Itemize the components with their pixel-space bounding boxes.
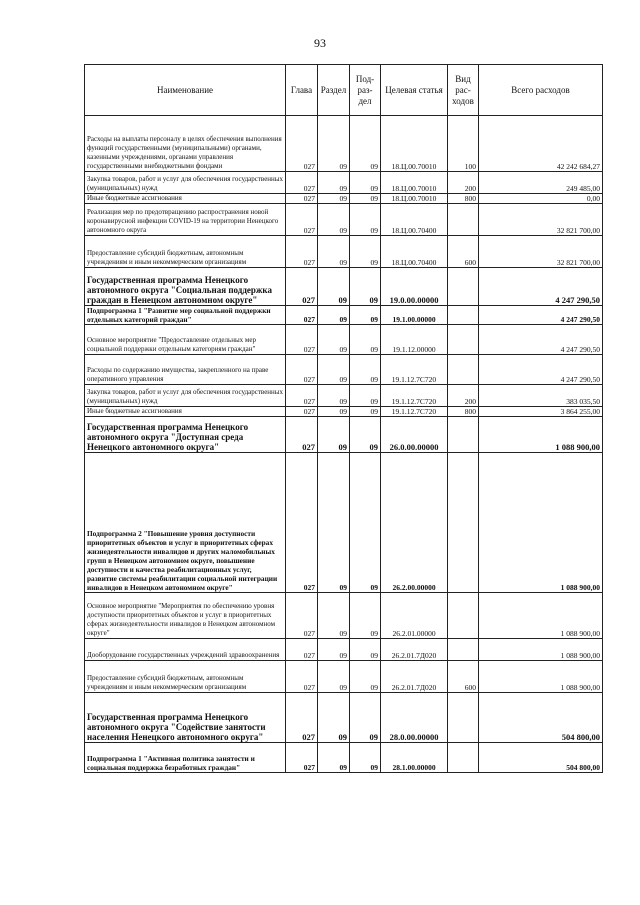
row-target: 19.1.00.00000 bbox=[381, 306, 448, 325]
table-row bbox=[85, 385, 603, 407]
row-target: 26.2.00.00000 bbox=[381, 453, 448, 593]
row-expense-type: 600 bbox=[448, 236, 479, 268]
row-expense-type: 800 bbox=[448, 194, 479, 204]
row-name: Расходы по содержанию имущества, закрепленного на праве оперативного управления bbox=[85, 355, 286, 385]
row-target: 26.2.01.7Д020 bbox=[381, 661, 448, 693]
row-chapter: 027 bbox=[286, 194, 318, 204]
table-row bbox=[85, 306, 603, 325]
row-section: 09 bbox=[318, 453, 350, 593]
row-section: 09 bbox=[318, 194, 350, 204]
table-header-row bbox=[85, 65, 603, 116]
row-chapter: 027 bbox=[286, 661, 318, 693]
row-subsection: 09 bbox=[350, 417, 381, 453]
row-name: Иные бюджетные ассигнования bbox=[85, 407, 286, 417]
row-total: 1 088 900,00 bbox=[479, 417, 603, 453]
row-name: Подпрограмма 1 "Активная политика занятости и социальная поддержка безработных граждан" bbox=[85, 743, 286, 773]
page-number: 93 bbox=[314, 36, 326, 50]
row-target: 26.2.01.7Д020 bbox=[381, 639, 448, 661]
row-section: 09 bbox=[318, 693, 350, 743]
row-name: Государственная программа Ненецкого автономного округа "Социальная поддержка граждан в Ненецком автономном округе" bbox=[85, 268, 286, 306]
row-total: 504 800,00 bbox=[479, 743, 603, 773]
row-chapter: 027 bbox=[286, 407, 318, 417]
row-target: 28.1.00.00000 bbox=[381, 743, 448, 773]
row-chapter: 027 bbox=[286, 385, 318, 407]
row-total: 4 247 290,50 bbox=[479, 325, 603, 355]
table-row bbox=[85, 325, 603, 355]
table-row bbox=[85, 268, 603, 306]
row-target: 19.1.12.7С720 bbox=[381, 407, 448, 417]
row-chapter: 027 bbox=[286, 325, 318, 355]
row-subsection: 09 bbox=[350, 385, 381, 407]
row-subsection: 09 bbox=[350, 172, 381, 194]
row-section: 09 bbox=[318, 593, 350, 639]
row-expense-type: 100 bbox=[448, 116, 479, 172]
row-total: 383 035,50 bbox=[479, 385, 603, 407]
header-total: Всего расходов bbox=[479, 65, 603, 116]
header-chapter: Глава bbox=[286, 65, 318, 116]
row-chapter: 027 bbox=[286, 639, 318, 661]
table-row bbox=[85, 194, 603, 204]
row-subsection: 09 bbox=[350, 453, 381, 593]
row-expense-type: 200 bbox=[448, 385, 479, 407]
row-chapter: 027 bbox=[286, 236, 318, 268]
row-chapter: 027 bbox=[286, 306, 318, 325]
row-expense-type bbox=[448, 325, 479, 355]
row-name: Закупка товаров, работ и услуг для обеспечения государственных (муниципальных) нужд bbox=[85, 385, 286, 407]
table-row bbox=[85, 639, 603, 661]
row-subsection: 09 bbox=[350, 268, 381, 306]
row-target: 18.Ц.00.70010 bbox=[381, 116, 448, 172]
row-section: 09 bbox=[318, 355, 350, 385]
table-row bbox=[85, 116, 603, 172]
row-expense-type bbox=[448, 204, 479, 236]
row-chapter: 027 bbox=[286, 453, 318, 593]
row-section: 09 bbox=[318, 204, 350, 236]
row-section: 09 bbox=[318, 743, 350, 773]
row-subsection: 09 bbox=[350, 593, 381, 639]
table-body bbox=[85, 116, 603, 773]
header-name: Наименование bbox=[85, 65, 286, 116]
row-section: 09 bbox=[318, 268, 350, 306]
table-row bbox=[85, 236, 603, 268]
row-section: 09 bbox=[318, 417, 350, 453]
row-subsection: 09 bbox=[350, 407, 381, 417]
row-expense-type bbox=[448, 268, 479, 306]
table-row bbox=[85, 693, 603, 743]
row-chapter: 027 bbox=[286, 593, 318, 639]
header-section: Раздел bbox=[318, 65, 350, 116]
row-expense-type: 200 bbox=[448, 172, 479, 194]
budget-table bbox=[84, 64, 603, 773]
row-chapter: 027 bbox=[286, 172, 318, 194]
row-section: 09 bbox=[318, 407, 350, 417]
row-name: Основное мероприятие "Предоставление отдельных мер социальной поддержки отдельным категориям граждан" bbox=[85, 325, 286, 355]
row-expense-type bbox=[448, 593, 479, 639]
row-subsection: 09 bbox=[350, 306, 381, 325]
row-expense-type: 800 bbox=[448, 407, 479, 417]
row-total: 4 247 290,50 bbox=[479, 355, 603, 385]
row-chapter: 027 bbox=[286, 204, 318, 236]
header-target: Целевая статья bbox=[381, 65, 448, 116]
row-total: 32 821 700,00 bbox=[479, 236, 603, 268]
row-subsection: 09 bbox=[350, 355, 381, 385]
row-name: Дооборудование государственных учреждений здравоохранения bbox=[85, 639, 286, 661]
row-section: 09 bbox=[318, 385, 350, 407]
table-row bbox=[85, 172, 603, 194]
row-chapter: 027 bbox=[286, 743, 318, 773]
row-name: Иные бюджетные ассигнования bbox=[85, 194, 286, 204]
row-name: Основное мероприятие "Мероприятия по обеспечению уровня доступности приоритетных объектов и услуг в приоритетных сферах жизнедеятельности инвалидов в Ненецком автономном округе" bbox=[85, 593, 286, 639]
row-expense-type bbox=[448, 306, 479, 325]
row-subsection: 09 bbox=[350, 236, 381, 268]
row-subsection: 09 bbox=[350, 204, 381, 236]
row-section: 09 bbox=[318, 639, 350, 661]
row-expense-type bbox=[448, 743, 479, 773]
table-row bbox=[85, 417, 603, 453]
row-target: 19.0.00.00000 bbox=[381, 268, 448, 306]
row-total: 32 821 700,00 bbox=[479, 204, 603, 236]
table-row bbox=[85, 355, 603, 385]
row-total: 1 088 900,00 bbox=[479, 639, 603, 661]
row-section: 09 bbox=[318, 325, 350, 355]
table-row bbox=[85, 407, 603, 417]
row-section: 09 bbox=[318, 661, 350, 693]
row-expense-type bbox=[448, 693, 479, 743]
row-chapter: 027 bbox=[286, 268, 318, 306]
row-chapter: 027 bbox=[286, 116, 318, 172]
row-total: 249 485,00 bbox=[479, 172, 603, 194]
header-expense-type: Вид рас-ходов bbox=[448, 65, 479, 116]
row-target: 26.2.01.00000 bbox=[381, 593, 448, 639]
row-chapter: 027 bbox=[286, 417, 318, 453]
row-section: 09 bbox=[318, 236, 350, 268]
header-subsection: Под-раз-дел bbox=[350, 65, 381, 116]
row-total: 504 800,00 bbox=[479, 693, 603, 743]
row-subsection: 09 bbox=[350, 661, 381, 693]
row-total: 4 247 290,50 bbox=[479, 306, 603, 325]
table-row bbox=[85, 204, 603, 236]
row-name: Закупка товаров, работ и услуг для обеспечения государственных (муниципальных) нужд bbox=[85, 172, 286, 194]
row-section: 09 bbox=[318, 116, 350, 172]
row-total: 42 242 684,27 bbox=[479, 116, 603, 172]
row-target: 18.Ц.00.70400 bbox=[381, 236, 448, 268]
row-expense-type bbox=[448, 453, 479, 593]
row-subsection: 09 bbox=[350, 639, 381, 661]
row-name: Предоставление субсидий бюджетным, автономным учреждениям и иным некоммерческим организациям bbox=[85, 661, 286, 693]
row-chapter: 027 bbox=[286, 355, 318, 385]
row-target: 18.Ц.00.70010 bbox=[381, 172, 448, 194]
row-total: 1 088 900,00 bbox=[479, 593, 603, 639]
row-total: 1 088 900,00 bbox=[479, 453, 603, 593]
row-target: 26.0.00.00000 bbox=[381, 417, 448, 453]
table-row bbox=[85, 453, 603, 593]
row-target: 28.0.00.00000 bbox=[381, 693, 448, 743]
row-target: 19.1.12.7С720 bbox=[381, 385, 448, 407]
row-total: 4 247 290,50 bbox=[479, 268, 603, 306]
table-row bbox=[85, 593, 603, 639]
row-total: 3 864 255,00 bbox=[479, 407, 603, 417]
row-expense-type: 600 bbox=[448, 661, 479, 693]
row-name: Подпрограмма 2 "Повышение уровня доступности приоритетных объектов и услуг в приоритетных сферах жизнедеятельности инвалидов и других маломобильных групп в Ненецком автономном округе, повышение доступности и качества реабилитационных услуг, развитие системы реабилитации социальной интеграции инвалидов в Ненецком автономном округе" bbox=[85, 453, 286, 593]
row-section: 09 bbox=[318, 306, 350, 325]
row-expense-type bbox=[448, 417, 479, 453]
row-expense-type bbox=[448, 639, 479, 661]
row-chapter: 027 bbox=[286, 693, 318, 743]
row-name: Расходы на выплаты персоналу в целях обеспечения выполнения функций государственными (муниципальными) органами, казенными учреждениями, органами управления государственными внебюджетными фондами bbox=[85, 116, 286, 172]
row-target: 18.Ц.00.70400 bbox=[381, 204, 448, 236]
row-section: 09 bbox=[318, 172, 350, 194]
row-subsection: 09 bbox=[350, 116, 381, 172]
row-target: 19.1.12.7С720 bbox=[381, 355, 448, 385]
row-name: Подпрограмма 1 "Развитие мер социальной поддержки отдельных категорий граждан" bbox=[85, 306, 286, 325]
row-name: Предоставление субсидий бюджетным, автономным учреждениям и иным некоммерческим организациям bbox=[85, 236, 286, 268]
table-row bbox=[85, 661, 603, 693]
row-subsection: 09 bbox=[350, 743, 381, 773]
row-expense-type bbox=[448, 355, 479, 385]
row-target: 18.Ц.00.70010 bbox=[381, 194, 448, 204]
row-total: 1 088 900,00 bbox=[479, 661, 603, 693]
row-subsection: 09 bbox=[350, 194, 381, 204]
table-row bbox=[85, 743, 603, 773]
row-target: 19.1.12.00000 bbox=[381, 325, 448, 355]
row-subsection: 09 bbox=[350, 693, 381, 743]
row-subsection: 09 bbox=[350, 325, 381, 355]
row-name: Реализация мер по предотвращению распространения новой коронавирусной инфекции COVID-19 на территории Ненецкого автономного округа bbox=[85, 204, 286, 236]
row-name: Государственная программа Ненецкого автономного округа "Содействие занятости населения Ненецкого автономного округа" bbox=[85, 693, 286, 743]
row-total: 0,00 bbox=[479, 194, 603, 204]
row-name: Государственная программа Ненецкого автономного округа "Доступная среда Ненецкого автономного округа" bbox=[85, 417, 286, 453]
